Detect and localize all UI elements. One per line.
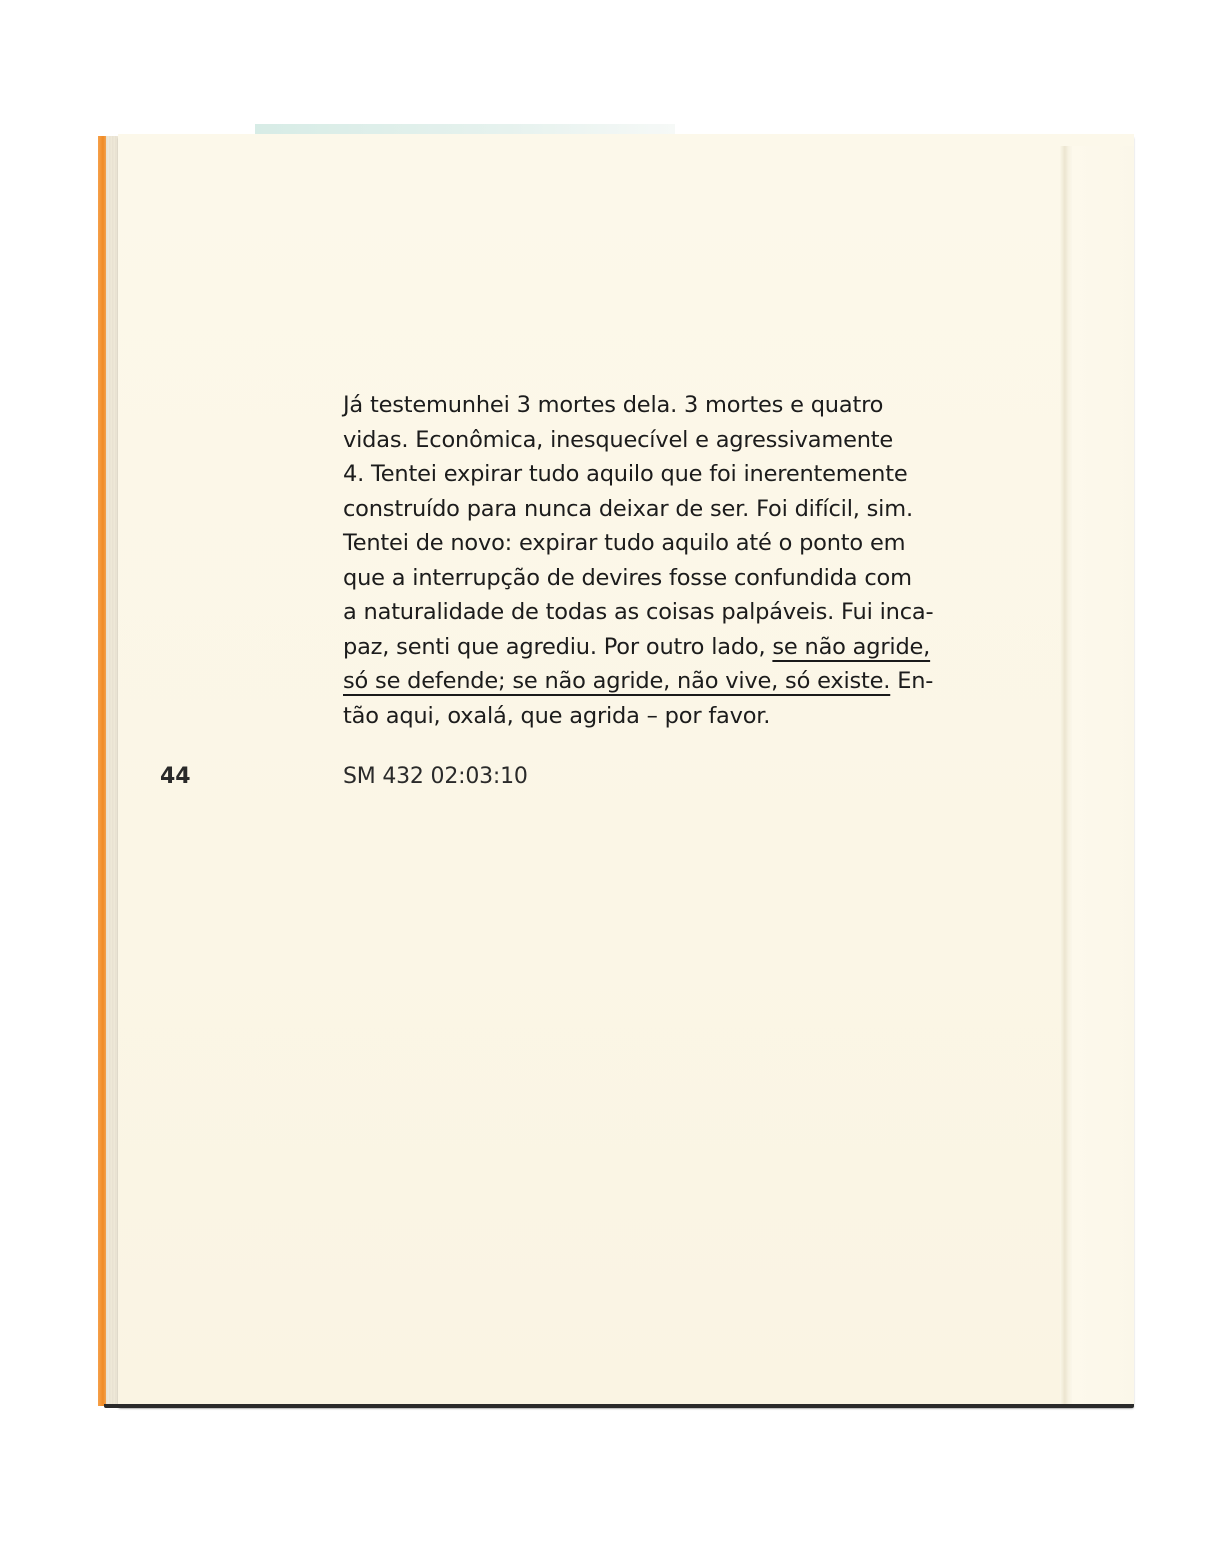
- text-line: construído para nunca deixar de ser. Foi difícil, sim.: [343, 495, 913, 522]
- underlined-phrase: se não agride,: [772, 633, 931, 660]
- text-line: tão aqui, oxalá, que agrida – por favor.: [343, 702, 771, 729]
- text-segment: paz, senti que agrediu. Por outro lado,: [343, 633, 773, 660]
- footer-code: SM 432 02:03:10: [343, 764, 528, 789]
- text-line: [343, 630, 943, 665]
- page-fold: [1060, 146, 1072, 1404]
- text-line: a naturalidade de todas as coisas palpáveis. Fui inca-: [343, 599, 934, 625]
- book-page: [118, 134, 1134, 1406]
- page-flap: [1072, 146, 1134, 1404]
- text-line: Tentei de novo: expirar tudo aquilo até o ponto em: [343, 530, 906, 556]
- text-line: [343, 664, 943, 699]
- text-line: que a interrupção de devires fosse confundida com: [343, 564, 912, 591]
- body-paragraph: [343, 388, 943, 733]
- page-number: 44: [160, 764, 191, 789]
- text-line: Já testemunhei 3 mortes dela. 3 mortes e quatro: [343, 392, 884, 418]
- text-line: vidas. Econômica, inesquecível e agressivamente: [343, 426, 894, 453]
- underlined-phrase: só se defende; se não agride, não vive, só existe.: [343, 668, 891, 694]
- page-bottom-shadow: [104, 1404, 1134, 1408]
- text-line: 4. Tentei expirar tudo aquilo que foi inerentemente: [343, 461, 908, 487]
- text-segment: En-: [890, 668, 934, 694]
